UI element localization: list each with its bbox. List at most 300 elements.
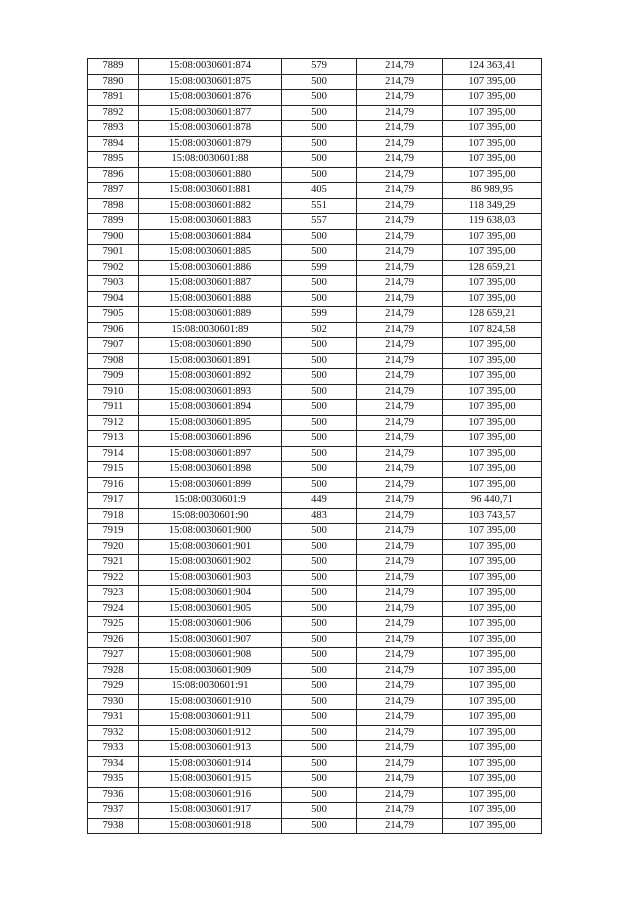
table-row: [88, 400, 542, 416]
row-number-cell: 7927: [88, 648, 139, 664]
cadastral-number-cell: 15:08:0030601:888: [139, 291, 282, 307]
cadastral-number-cell: 15:08:0030601:903: [139, 570, 282, 586]
table-row: [88, 462, 542, 478]
table-row: [88, 617, 542, 633]
value-cell: 107 395,00: [443, 679, 542, 695]
cadastral-number-cell: 15:08:0030601:915: [139, 772, 282, 788]
cadastral-number-cell: 15:08:0030601:889: [139, 307, 282, 323]
area-cell: 500: [282, 570, 357, 586]
table-row: [88, 291, 542, 307]
area-cell: 500: [282, 400, 357, 416]
table-row: [88, 183, 542, 199]
rate-cell: 214,79: [357, 322, 443, 338]
value-cell: 107 395,00: [443, 555, 542, 571]
area-cell: 500: [282, 415, 357, 431]
cadastral-number-cell: 15:08:0030601:875: [139, 74, 282, 90]
value-cell: 107 395,00: [443, 384, 542, 400]
row-number-cell: 7915: [88, 462, 139, 478]
table-row: [88, 307, 542, 323]
table-row: [88, 322, 542, 338]
area-cell: 500: [282, 756, 357, 772]
table-row: [88, 803, 542, 819]
value-cell: 107 395,00: [443, 648, 542, 664]
row-number-cell: 7906: [88, 322, 139, 338]
area-cell: 500: [282, 229, 357, 245]
area-cell: 500: [282, 431, 357, 447]
rate-cell: 214,79: [357, 214, 443, 230]
table-row: [88, 260, 542, 276]
value-cell: 107 395,00: [443, 601, 542, 617]
rate-cell: 214,79: [357, 663, 443, 679]
cadastral-number-cell: 15:08:0030601:905: [139, 601, 282, 617]
value-cell: 107 395,00: [443, 291, 542, 307]
row-number-cell: 7920: [88, 539, 139, 555]
table-row: [88, 586, 542, 602]
table-row: [88, 338, 542, 354]
row-number-cell: 7904: [88, 291, 139, 307]
cadastral-number-cell: 15:08:0030601:906: [139, 617, 282, 633]
row-number-cell: 7911: [88, 400, 139, 416]
area-cell: 500: [282, 648, 357, 664]
table-row: [88, 384, 542, 400]
rate-cell: 214,79: [357, 384, 443, 400]
area-cell: 500: [282, 617, 357, 633]
value-cell: 107 395,00: [443, 136, 542, 152]
rate-cell: 214,79: [357, 601, 443, 617]
land-parcel-table: [87, 58, 542, 834]
row-number-cell: 7929: [88, 679, 139, 695]
area-cell: 500: [282, 167, 357, 183]
area-cell: 500: [282, 105, 357, 121]
cadastral-number-cell: 15:08:0030601:883: [139, 214, 282, 230]
row-number-cell: 7890: [88, 74, 139, 90]
value-cell: 107 395,00: [443, 353, 542, 369]
table-row: [88, 105, 542, 121]
row-number-cell: 7903: [88, 276, 139, 292]
cadastral-number-cell: 15:08:0030601:898: [139, 462, 282, 478]
cadastral-number-cell: 15:08:0030601:894: [139, 400, 282, 416]
table-row: [88, 229, 542, 245]
cadastral-number-cell: 15:08:0030601:886: [139, 260, 282, 276]
table-row: [88, 555, 542, 571]
value-cell: 119 638,03: [443, 214, 542, 230]
table-row: [88, 198, 542, 214]
row-number-cell: 7892: [88, 105, 139, 121]
table-row: [88, 725, 542, 741]
cadastral-number-cell: 15:08:0030601:897: [139, 446, 282, 462]
table-row: [88, 214, 542, 230]
value-cell: 107 395,00: [443, 694, 542, 710]
area-cell: 500: [282, 245, 357, 261]
cadastral-number-cell: 15:08:0030601:902: [139, 555, 282, 571]
rate-cell: 214,79: [357, 369, 443, 385]
table-row: [88, 710, 542, 726]
table-row: [88, 679, 542, 695]
table-row: [88, 524, 542, 540]
rate-cell: 214,79: [357, 167, 443, 183]
table-row: [88, 539, 542, 555]
area-cell: 500: [282, 74, 357, 90]
rate-cell: 214,79: [357, 307, 443, 323]
row-number-cell: 7901: [88, 245, 139, 261]
rate-cell: 214,79: [357, 245, 443, 261]
rate-cell: 214,79: [357, 59, 443, 75]
table-row: [88, 741, 542, 757]
table-body: [88, 59, 542, 834]
row-number-cell: 7938: [88, 818, 139, 834]
area-cell: 500: [282, 90, 357, 106]
rate-cell: 214,79: [357, 415, 443, 431]
value-cell: 96 440,71: [443, 493, 542, 509]
row-number-cell: 7921: [88, 555, 139, 571]
value-cell: 103 743,57: [443, 508, 542, 524]
value-cell: 107 395,00: [443, 121, 542, 137]
rate-cell: 214,79: [357, 617, 443, 633]
rate-cell: 214,79: [357, 555, 443, 571]
cadastral-number-cell: 15:08:0030601:896: [139, 431, 282, 447]
cadastral-number-cell: 15:08:0030601:910: [139, 694, 282, 710]
rate-cell: 214,79: [357, 508, 443, 524]
area-cell: 405: [282, 183, 357, 199]
row-number-cell: 7895: [88, 152, 139, 168]
row-number-cell: 7913: [88, 431, 139, 447]
table-row: [88, 632, 542, 648]
value-cell: 107 395,00: [443, 756, 542, 772]
row-number-cell: 7912: [88, 415, 139, 431]
rate-cell: 214,79: [357, 74, 443, 90]
row-number-cell: 7909: [88, 369, 139, 385]
table-row: [88, 415, 542, 431]
value-cell: 128 659,21: [443, 307, 542, 323]
area-cell: 500: [282, 632, 357, 648]
row-number-cell: 7902: [88, 260, 139, 276]
cadastral-number-cell: 15:08:0030601:892: [139, 369, 282, 385]
row-number-cell: 7910: [88, 384, 139, 400]
area-cell: 500: [282, 462, 357, 478]
area-cell: 579: [282, 59, 357, 75]
value-cell: 107 395,00: [443, 167, 542, 183]
row-number-cell: 7935: [88, 772, 139, 788]
cadastral-number-cell: 15:08:0030601:878: [139, 121, 282, 137]
rate-cell: 214,79: [357, 725, 443, 741]
row-number-cell: 7914: [88, 446, 139, 462]
area-cell: 500: [282, 524, 357, 540]
area-cell: 500: [282, 369, 357, 385]
row-number-cell: 7896: [88, 167, 139, 183]
area-cell: 500: [282, 121, 357, 137]
rate-cell: 214,79: [357, 90, 443, 106]
cadastral-number-cell: 15:08:0030601:917: [139, 803, 282, 819]
area-cell: 500: [282, 772, 357, 788]
value-cell: 107 395,00: [443, 803, 542, 819]
value-cell: 107 395,00: [443, 446, 542, 462]
area-cell: 500: [282, 679, 357, 695]
area-cell: 500: [282, 276, 357, 292]
cadastral-number-cell: 15:08:0030601:904: [139, 586, 282, 602]
table-row: [88, 167, 542, 183]
row-number-cell: 7917: [88, 493, 139, 509]
value-cell: 128 659,21: [443, 260, 542, 276]
value-cell: 107 395,00: [443, 586, 542, 602]
rate-cell: 214,79: [357, 586, 443, 602]
value-cell: 107 395,00: [443, 369, 542, 385]
table-row: [88, 663, 542, 679]
rate-cell: 214,79: [357, 524, 443, 540]
cadastral-number-cell: 15:08:0030601:887: [139, 276, 282, 292]
value-cell: 107 824,58: [443, 322, 542, 338]
cadastral-number-cell: 15:08:0030601:900: [139, 524, 282, 540]
value-cell: 107 395,00: [443, 539, 542, 555]
cadastral-number-cell: 15:08:0030601:881: [139, 183, 282, 199]
rate-cell: 214,79: [357, 183, 443, 199]
table-row: [88, 353, 542, 369]
table-row: [88, 446, 542, 462]
value-cell: 107 395,00: [443, 105, 542, 121]
rate-cell: 214,79: [357, 787, 443, 803]
row-number-cell: 7908: [88, 353, 139, 369]
rate-cell: 214,79: [357, 260, 443, 276]
cadastral-number-cell: 15:08:0030601:893: [139, 384, 282, 400]
table-row: [88, 508, 542, 524]
area-cell: 500: [282, 555, 357, 571]
rate-cell: 214,79: [357, 493, 443, 509]
area-cell: 500: [282, 663, 357, 679]
value-cell: 107 395,00: [443, 462, 542, 478]
area-cell: 500: [282, 586, 357, 602]
row-number-cell: 7923: [88, 586, 139, 602]
area-cell: 500: [282, 338, 357, 354]
row-number-cell: 7916: [88, 477, 139, 493]
cadastral-number-cell: 15:08:0030601:899: [139, 477, 282, 493]
area-cell: 500: [282, 384, 357, 400]
row-number-cell: 7899: [88, 214, 139, 230]
area-cell: 500: [282, 803, 357, 819]
rate-cell: 214,79: [357, 756, 443, 772]
cadastral-number-cell: 15:08:0030601:911: [139, 710, 282, 726]
rate-cell: 214,79: [357, 462, 443, 478]
area-cell: 500: [282, 539, 357, 555]
table-row: [88, 601, 542, 617]
table-row: [88, 74, 542, 90]
table-row: [88, 648, 542, 664]
cadastral-number-cell: 15:08:0030601:885: [139, 245, 282, 261]
row-number-cell: 7926: [88, 632, 139, 648]
row-number-cell: 7898: [88, 198, 139, 214]
row-number-cell: 7931: [88, 710, 139, 726]
value-cell: 124 363,41: [443, 59, 542, 75]
cadastral-number-cell: 15:08:0030601:891: [139, 353, 282, 369]
row-number-cell: 7893: [88, 121, 139, 137]
rate-cell: 214,79: [357, 632, 443, 648]
row-number-cell: 7918: [88, 508, 139, 524]
area-cell: 449: [282, 493, 357, 509]
cadastral-number-cell: 15:08:0030601:912: [139, 725, 282, 741]
table-row: [88, 818, 542, 834]
cadastral-number-cell: 15:08:0030601:879: [139, 136, 282, 152]
area-cell: 500: [282, 694, 357, 710]
area-cell: 557: [282, 214, 357, 230]
value-cell: 107 395,00: [443, 338, 542, 354]
value-cell: 107 395,00: [443, 229, 542, 245]
area-cell: 551: [282, 198, 357, 214]
rate-cell: 214,79: [357, 291, 443, 307]
area-cell: 502: [282, 322, 357, 338]
area-cell: 500: [282, 152, 357, 168]
area-cell: 483: [282, 508, 357, 524]
rate-cell: 214,79: [357, 818, 443, 834]
area-cell: 500: [282, 725, 357, 741]
cadastral-number-cell: 15:08:0030601:908: [139, 648, 282, 664]
row-number-cell: 7933: [88, 741, 139, 757]
cadastral-number-cell: 15:08:0030601:91: [139, 679, 282, 695]
rate-cell: 214,79: [357, 198, 443, 214]
area-cell: 599: [282, 260, 357, 276]
rate-cell: 214,79: [357, 353, 443, 369]
table-row: [88, 493, 542, 509]
row-number-cell: 7932: [88, 725, 139, 741]
cadastral-number-cell: 15:08:0030601:9: [139, 493, 282, 509]
rate-cell: 214,79: [357, 741, 443, 757]
cadastral-number-cell: 15:08:0030601:918: [139, 818, 282, 834]
table-row: [88, 152, 542, 168]
table-row: [88, 136, 542, 152]
rate-cell: 214,79: [357, 710, 443, 726]
rate-cell: 214,79: [357, 446, 443, 462]
cadastral-number-cell: 15:08:0030601:884: [139, 229, 282, 245]
row-number-cell: 7891: [88, 90, 139, 106]
cadastral-number-cell: 15:08:0030601:88: [139, 152, 282, 168]
table-row: [88, 694, 542, 710]
cadastral-number-cell: 15:08:0030601:874: [139, 59, 282, 75]
area-cell: 500: [282, 353, 357, 369]
table-row: [88, 477, 542, 493]
value-cell: 107 395,00: [443, 90, 542, 106]
area-cell: 500: [282, 818, 357, 834]
area-cell: 500: [282, 477, 357, 493]
cadastral-number-cell: 15:08:0030601:895: [139, 415, 282, 431]
rate-cell: 214,79: [357, 679, 443, 695]
value-cell: 107 395,00: [443, 663, 542, 679]
row-number-cell: 7919: [88, 524, 139, 540]
cadastral-number-cell: 15:08:0030601:907: [139, 632, 282, 648]
area-cell: 500: [282, 291, 357, 307]
row-number-cell: 7922: [88, 570, 139, 586]
row-number-cell: 7928: [88, 663, 139, 679]
table-row: [88, 90, 542, 106]
table-row: [88, 369, 542, 385]
rate-cell: 214,79: [357, 152, 443, 168]
value-cell: 107 395,00: [443, 152, 542, 168]
value-cell: 107 395,00: [443, 570, 542, 586]
rate-cell: 214,79: [357, 105, 443, 121]
area-cell: 500: [282, 446, 357, 462]
table-row: [88, 787, 542, 803]
rate-cell: 214,79: [357, 338, 443, 354]
rate-cell: 214,79: [357, 431, 443, 447]
value-cell: 107 395,00: [443, 245, 542, 261]
value-cell: 107 395,00: [443, 772, 542, 788]
area-cell: 500: [282, 601, 357, 617]
rate-cell: 214,79: [357, 477, 443, 493]
value-cell: 107 395,00: [443, 741, 542, 757]
value-cell: 107 395,00: [443, 477, 542, 493]
cadastral-number-cell: 15:08:0030601:880: [139, 167, 282, 183]
rate-cell: 214,79: [357, 276, 443, 292]
area-cell: 500: [282, 710, 357, 726]
area-cell: 500: [282, 787, 357, 803]
rate-cell: 214,79: [357, 803, 443, 819]
rate-cell: 214,79: [357, 229, 443, 245]
row-number-cell: 7894: [88, 136, 139, 152]
value-cell: 118 349,29: [443, 198, 542, 214]
cadastral-number-cell: 15:08:0030601:914: [139, 756, 282, 772]
cadastral-number-cell: 15:08:0030601:890: [139, 338, 282, 354]
table-row: [88, 121, 542, 137]
rate-cell: 214,79: [357, 570, 443, 586]
cadastral-number-cell: 15:08:0030601:909: [139, 663, 282, 679]
table-row: [88, 276, 542, 292]
rate-cell: 214,79: [357, 539, 443, 555]
cadastral-number-cell: 15:08:0030601:913: [139, 741, 282, 757]
row-number-cell: 7936: [88, 787, 139, 803]
value-cell: 107 395,00: [443, 400, 542, 416]
value-cell: 107 395,00: [443, 710, 542, 726]
row-number-cell: 7925: [88, 617, 139, 633]
value-cell: 107 395,00: [443, 415, 542, 431]
rate-cell: 214,79: [357, 121, 443, 137]
table-row: [88, 772, 542, 788]
table-row: [88, 756, 542, 772]
area-cell: 500: [282, 741, 357, 757]
rate-cell: 214,79: [357, 136, 443, 152]
row-number-cell: 7924: [88, 601, 139, 617]
value-cell: 107 395,00: [443, 617, 542, 633]
row-number-cell: 7905: [88, 307, 139, 323]
cadastral-number-cell: 15:08:0030601:89: [139, 322, 282, 338]
area-cell: 599: [282, 307, 357, 323]
value-cell: 107 395,00: [443, 725, 542, 741]
table-row: [88, 59, 542, 75]
table-row: [88, 245, 542, 261]
area-cell: 500: [282, 136, 357, 152]
cadastral-number-cell: 15:08:0030601:916: [139, 787, 282, 803]
row-number-cell: 7937: [88, 803, 139, 819]
cadastral-number-cell: 15:08:0030601:90: [139, 508, 282, 524]
row-number-cell: 7889: [88, 59, 139, 75]
rate-cell: 214,79: [357, 772, 443, 788]
table-row: [88, 431, 542, 447]
row-number-cell: 7934: [88, 756, 139, 772]
value-cell: 107 395,00: [443, 818, 542, 834]
row-number-cell: 7930: [88, 694, 139, 710]
value-cell: 107 395,00: [443, 431, 542, 447]
row-number-cell: 7897: [88, 183, 139, 199]
value-cell: 86 989,95: [443, 183, 542, 199]
row-number-cell: 7900: [88, 229, 139, 245]
rate-cell: 214,79: [357, 648, 443, 664]
table-row: [88, 570, 542, 586]
row-number-cell: 7907: [88, 338, 139, 354]
cadastral-number-cell: 15:08:0030601:901: [139, 539, 282, 555]
rate-cell: 214,79: [357, 400, 443, 416]
rate-cell: 214,79: [357, 694, 443, 710]
value-cell: 107 395,00: [443, 632, 542, 648]
value-cell: 107 395,00: [443, 787, 542, 803]
cadastral-number-cell: 15:08:0030601:877: [139, 105, 282, 121]
value-cell: 107 395,00: [443, 276, 542, 292]
value-cell: 107 395,00: [443, 74, 542, 90]
cadastral-number-cell: 15:08:0030601:876: [139, 90, 282, 106]
